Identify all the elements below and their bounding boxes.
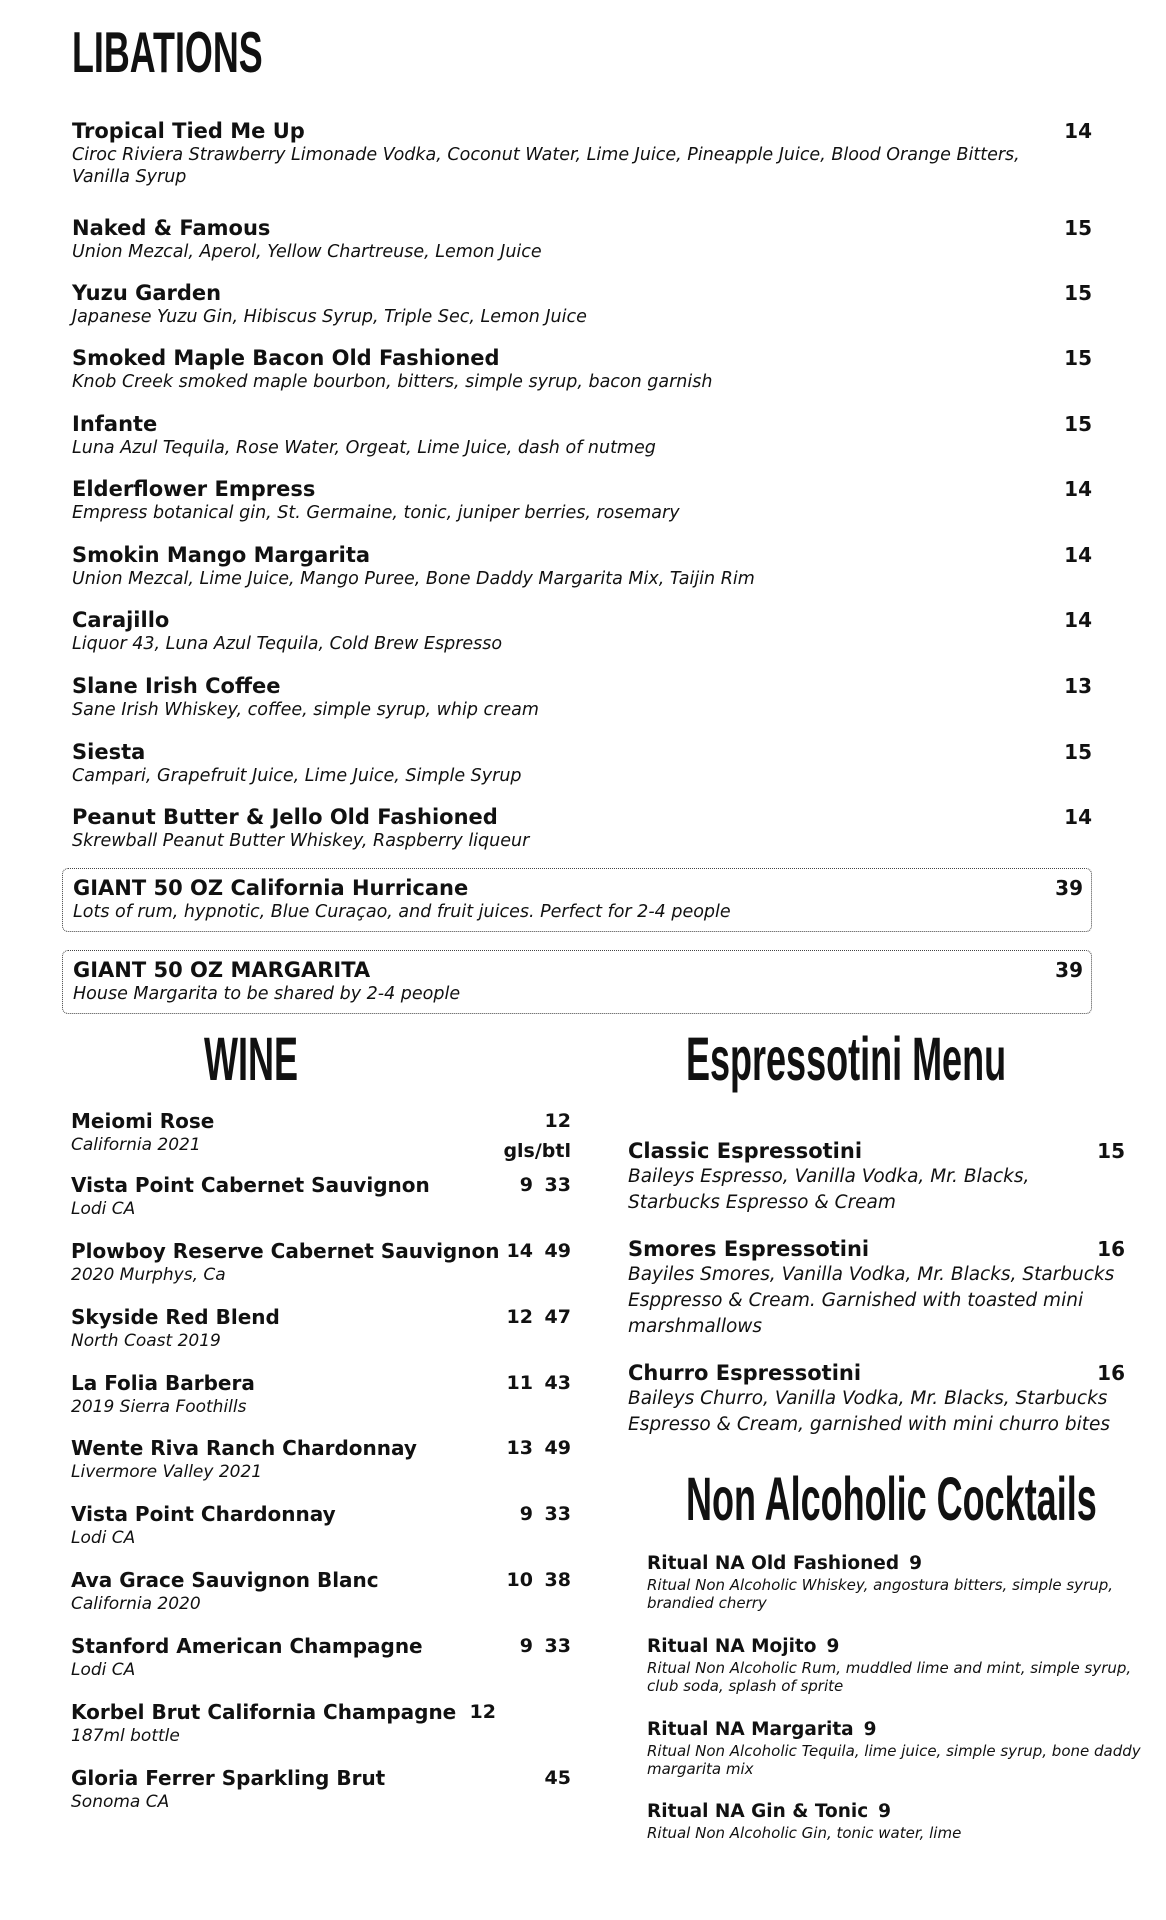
item-name: Elderflower Empress — [72, 477, 316, 501]
item-price: 39 — [1055, 958, 1083, 982]
item-name: Wente Riva Ranch Chardonnay — [71, 1436, 417, 1460]
item-price: 14 — [1064, 608, 1092, 632]
item-name: Classic Espressotini — [628, 1139, 863, 1163]
bottle-price: 49 — [544, 1437, 571, 1459]
bottle-price: 47 — [544, 1306, 571, 1328]
list-item — [71, 1370, 571, 1418]
list-item — [72, 673, 1092, 721]
item-price: 9 — [878, 1801, 892, 1822]
item-description: Ritual Non Alcoholic Gin, tonic water, lime — [647, 1824, 962, 1842]
giant-margarita-box — [62, 950, 1092, 1014]
item-description: House Margarita to be shared by 2-4 people — [73, 984, 461, 1004]
item-description: Ritual Non Alcoholic Whiskey, angostura bitters, simple syrup, brandied cherry — [647, 1576, 1114, 1612]
espressotini-heading: Espressotini Menu — [686, 1025, 1007, 1094]
bottle-price: 38 — [544, 1569, 571, 1591]
glass-price: 12 — [544, 1110, 571, 1132]
item-description: Livermore Valley 2021 — [71, 1462, 263, 1482]
glass-price: 10 — [506, 1569, 533, 1591]
item-price: 15 — [1064, 216, 1092, 240]
item-description: Baileys Churro, Vanilla Vodka, Mr. Blacks, Starbucks Espresso & Cream, garnished with mini churro bites — [628, 1388, 1111, 1435]
item-name: Slane Irish Coffee — [72, 674, 281, 698]
item-description: Empress botanical gin, St. Germaine, tonic, juniper berries, rosemary — [72, 503, 680, 523]
item-description: Ritual Non Alcoholic Rum, muddled lime and mint, simple syrup, club soda, splash of sprite — [647, 1659, 1132, 1695]
bottle-price: 43 — [544, 1372, 571, 1394]
item-description: Campari, Grapefruit Juice, Lime Juice, Simple Syrup — [72, 766, 522, 786]
non-alcoholic-heading: Non Alcoholic Cocktails — [686, 1465, 1097, 1534]
item-description: Japanese Yuzu Gin, Hibiscus Syrup, Triple Sec, Lemon Juice — [72, 307, 587, 327]
list-item — [71, 1108, 571, 1156]
list-item — [628, 1138, 1125, 1216]
item-name: Stanford American Champagne — [71, 1634, 423, 1658]
item-name: La Folia Barbera — [71, 1371, 255, 1395]
list-item — [647, 1718, 1142, 1778]
item-description: California 2021 — [71, 1135, 201, 1155]
item-description: Knob Creek smoked maple bourbon, bitters, simple syrup, bacon garnish — [72, 372, 713, 392]
item-name: Ritual NA Mojito — [647, 1636, 817, 1657]
item-name: GIANT 50 OZ California Hurricane — [73, 876, 469, 900]
item-description: North Coast 2019 — [71, 1331, 221, 1351]
item-name: Gloria Ferrer Sparkling Brut — [71, 1766, 386, 1790]
item-name: Meiomi Rose — [71, 1109, 215, 1133]
list-item — [72, 476, 1092, 524]
list-item — [647, 1635, 1142, 1695]
item-description: Lots of rum, hypnotic, Blue Curaçao, and fruit juices. Perfect for 2-4 people — [73, 902, 731, 922]
item-description: Lodi CA — [71, 1528, 136, 1548]
list-item — [72, 542, 1092, 590]
item-description: 187ml bottle — [71, 1726, 180, 1746]
gls-btl-label: gls/btl — [503, 1140, 571, 1162]
glass-price: 9 — [519, 1503, 533, 1525]
item-price: 15 — [1064, 281, 1092, 305]
glass-price: 9 — [519, 1635, 533, 1657]
item-price: 15 — [1064, 346, 1092, 370]
item-price: 15 — [1064, 740, 1092, 764]
item-name: Siesta — [72, 740, 146, 764]
item-price: 14 — [1064, 805, 1092, 829]
list-item — [71, 1699, 571, 1747]
list-item — [71, 1765, 571, 1813]
glass-price: 12 — [469, 1701, 496, 1723]
glass-price: 13 — [506, 1437, 533, 1459]
item-description: 2020 Murphys, Ca — [71, 1265, 226, 1285]
item-price: 14 — [1064, 543, 1092, 567]
item-price: 39 — [1055, 876, 1083, 900]
list-item — [72, 804, 1092, 852]
glass-price: 14 — [506, 1240, 533, 1262]
list-item — [647, 1552, 1142, 1612]
bottle-price: 33 — [544, 1503, 571, 1525]
item-name: Ritual NA Margarita — [647, 1719, 854, 1740]
list-item — [647, 1800, 1142, 1842]
glass-price: 11 — [506, 1372, 533, 1394]
item-description: Bayiles Smores, Vanilla Vodka, Mr. Blacks, Starbucks Esppresso & Cream. Garnished with toasted mini marshmallows — [628, 1264, 1115, 1337]
list-item — [72, 118, 1092, 188]
list-item — [72, 280, 1092, 328]
item-description: Baileys Espresso, Vanilla Vodka, Mr. Blacks, Starbucks Espresso & Cream — [628, 1166, 1030, 1213]
item-name: Korbel Brut California Champagne — [71, 1700, 457, 1724]
list-item — [72, 607, 1092, 655]
item-description: Skrewball Peanut Butter Whiskey, Raspberry liqueur — [72, 831, 530, 851]
list-item — [72, 215, 1092, 263]
glass-price: 12 — [506, 1306, 533, 1328]
item-description: Liquor 43, Luna Azul Tequila, Cold Brew Espresso — [72, 634, 503, 654]
item-name: Skyside Red Blend — [71, 1305, 280, 1329]
glass-price: 9 — [519, 1174, 533, 1196]
list-item — [71, 1172, 571, 1220]
item-name: Carajillo — [72, 608, 170, 632]
list-item — [72, 345, 1092, 393]
item-name: Tropical Tied Me Up — [72, 119, 305, 143]
item-price: 9 — [909, 1553, 922, 1574]
item-name: Ritual NA Gin & Tonic — [647, 1801, 869, 1822]
item-price: 15 — [1064, 412, 1092, 436]
item-description: 2019 Sierra Foothills — [71, 1397, 247, 1417]
bottle-price: 33 — [544, 1174, 571, 1196]
item-price: 15 — [1097, 1139, 1125, 1163]
item-description: Sonoma CA — [71, 1792, 170, 1812]
list-item — [628, 1236, 1125, 1340]
item-description: Sane Irish Whiskey, coffee, simple syrup, whip cream — [72, 700, 539, 720]
item-price: 14 — [1064, 119, 1092, 143]
item-name: Plowboy Reserve Cabernet Sauvignon — [71, 1239, 500, 1263]
page-title: LIBATIONS — [72, 19, 263, 85]
item-name: Smores Espressotini — [628, 1237, 870, 1261]
item-name: Smokin Mango Margarita — [72, 543, 371, 567]
item-description: Union Mezcal, Aperol, Yellow Chartreuse, Lemon Juice — [72, 242, 542, 262]
item-name: Churro Espressotini — [628, 1361, 862, 1385]
list-item — [72, 411, 1092, 459]
list-item — [71, 1567, 571, 1615]
item-name: Naked & Famous — [72, 216, 271, 240]
item-description: California 2020 — [71, 1594, 201, 1614]
item-price: 13 — [1064, 674, 1092, 698]
item-name: Ritual NA Old Fashioned — [647, 1553, 900, 1574]
item-name: Vista Point Cabernet Sauvignon — [71, 1173, 430, 1197]
list-item — [71, 1435, 571, 1483]
item-price: 16 — [1097, 1361, 1125, 1385]
item-price: 9 — [826, 1636, 840, 1657]
list-item — [628, 1360, 1125, 1438]
bottle-price: 49 — [544, 1240, 571, 1262]
item-price: 16 — [1097, 1237, 1125, 1261]
giant-hurricane-box — [62, 868, 1092, 932]
item-description: Luna Azul Tequila, Rose Water, Orgeat, Lime Juice, dash of nutmeg — [72, 438, 656, 458]
item-name: Yuzu Garden — [72, 281, 222, 305]
item-description: Lodi CA — [71, 1199, 136, 1219]
item-name: GIANT 50 OZ MARGARITA — [73, 958, 371, 982]
item-name: Peanut Butter & Jello Old Fashioned — [72, 805, 498, 829]
list-item — [71, 1238, 571, 1286]
item-description: Ciroc Riviera Strawberry Limonade Vodka, Coconut Water, Lime Juice, Pineapple Juice, Blood Orange Bitters, Vanilla Syrup — [72, 145, 1020, 187]
item-name: Infante — [72, 412, 158, 436]
item-description: Union Mezcal, Lime Juice, Mango Puree, Bone Daddy Margarita Mix, Taijin Rim — [72, 569, 755, 589]
wine-heading: WINE — [204, 1025, 298, 1094]
bottle-price: 45 — [544, 1767, 571, 1789]
item-description: Ritual Non Alcoholic Tequila, lime juice, simple syrup, bone daddy margarita mix — [647, 1742, 1141, 1778]
list-item — [71, 1304, 571, 1352]
item-price: 14 — [1064, 477, 1092, 501]
list-item — [72, 739, 1092, 787]
item-name: Smoked Maple Bacon Old Fashioned — [72, 346, 500, 370]
item-price: 9 — [863, 1719, 877, 1740]
item-name: Ava Grace Sauvignon Blanc — [71, 1568, 379, 1592]
list-item — [71, 1633, 571, 1681]
item-name: Vista Point Chardonnay — [71, 1502, 336, 1526]
item-description: Lodi CA — [71, 1660, 136, 1680]
list-item — [71, 1501, 571, 1549]
bottle-price: 33 — [544, 1635, 571, 1657]
